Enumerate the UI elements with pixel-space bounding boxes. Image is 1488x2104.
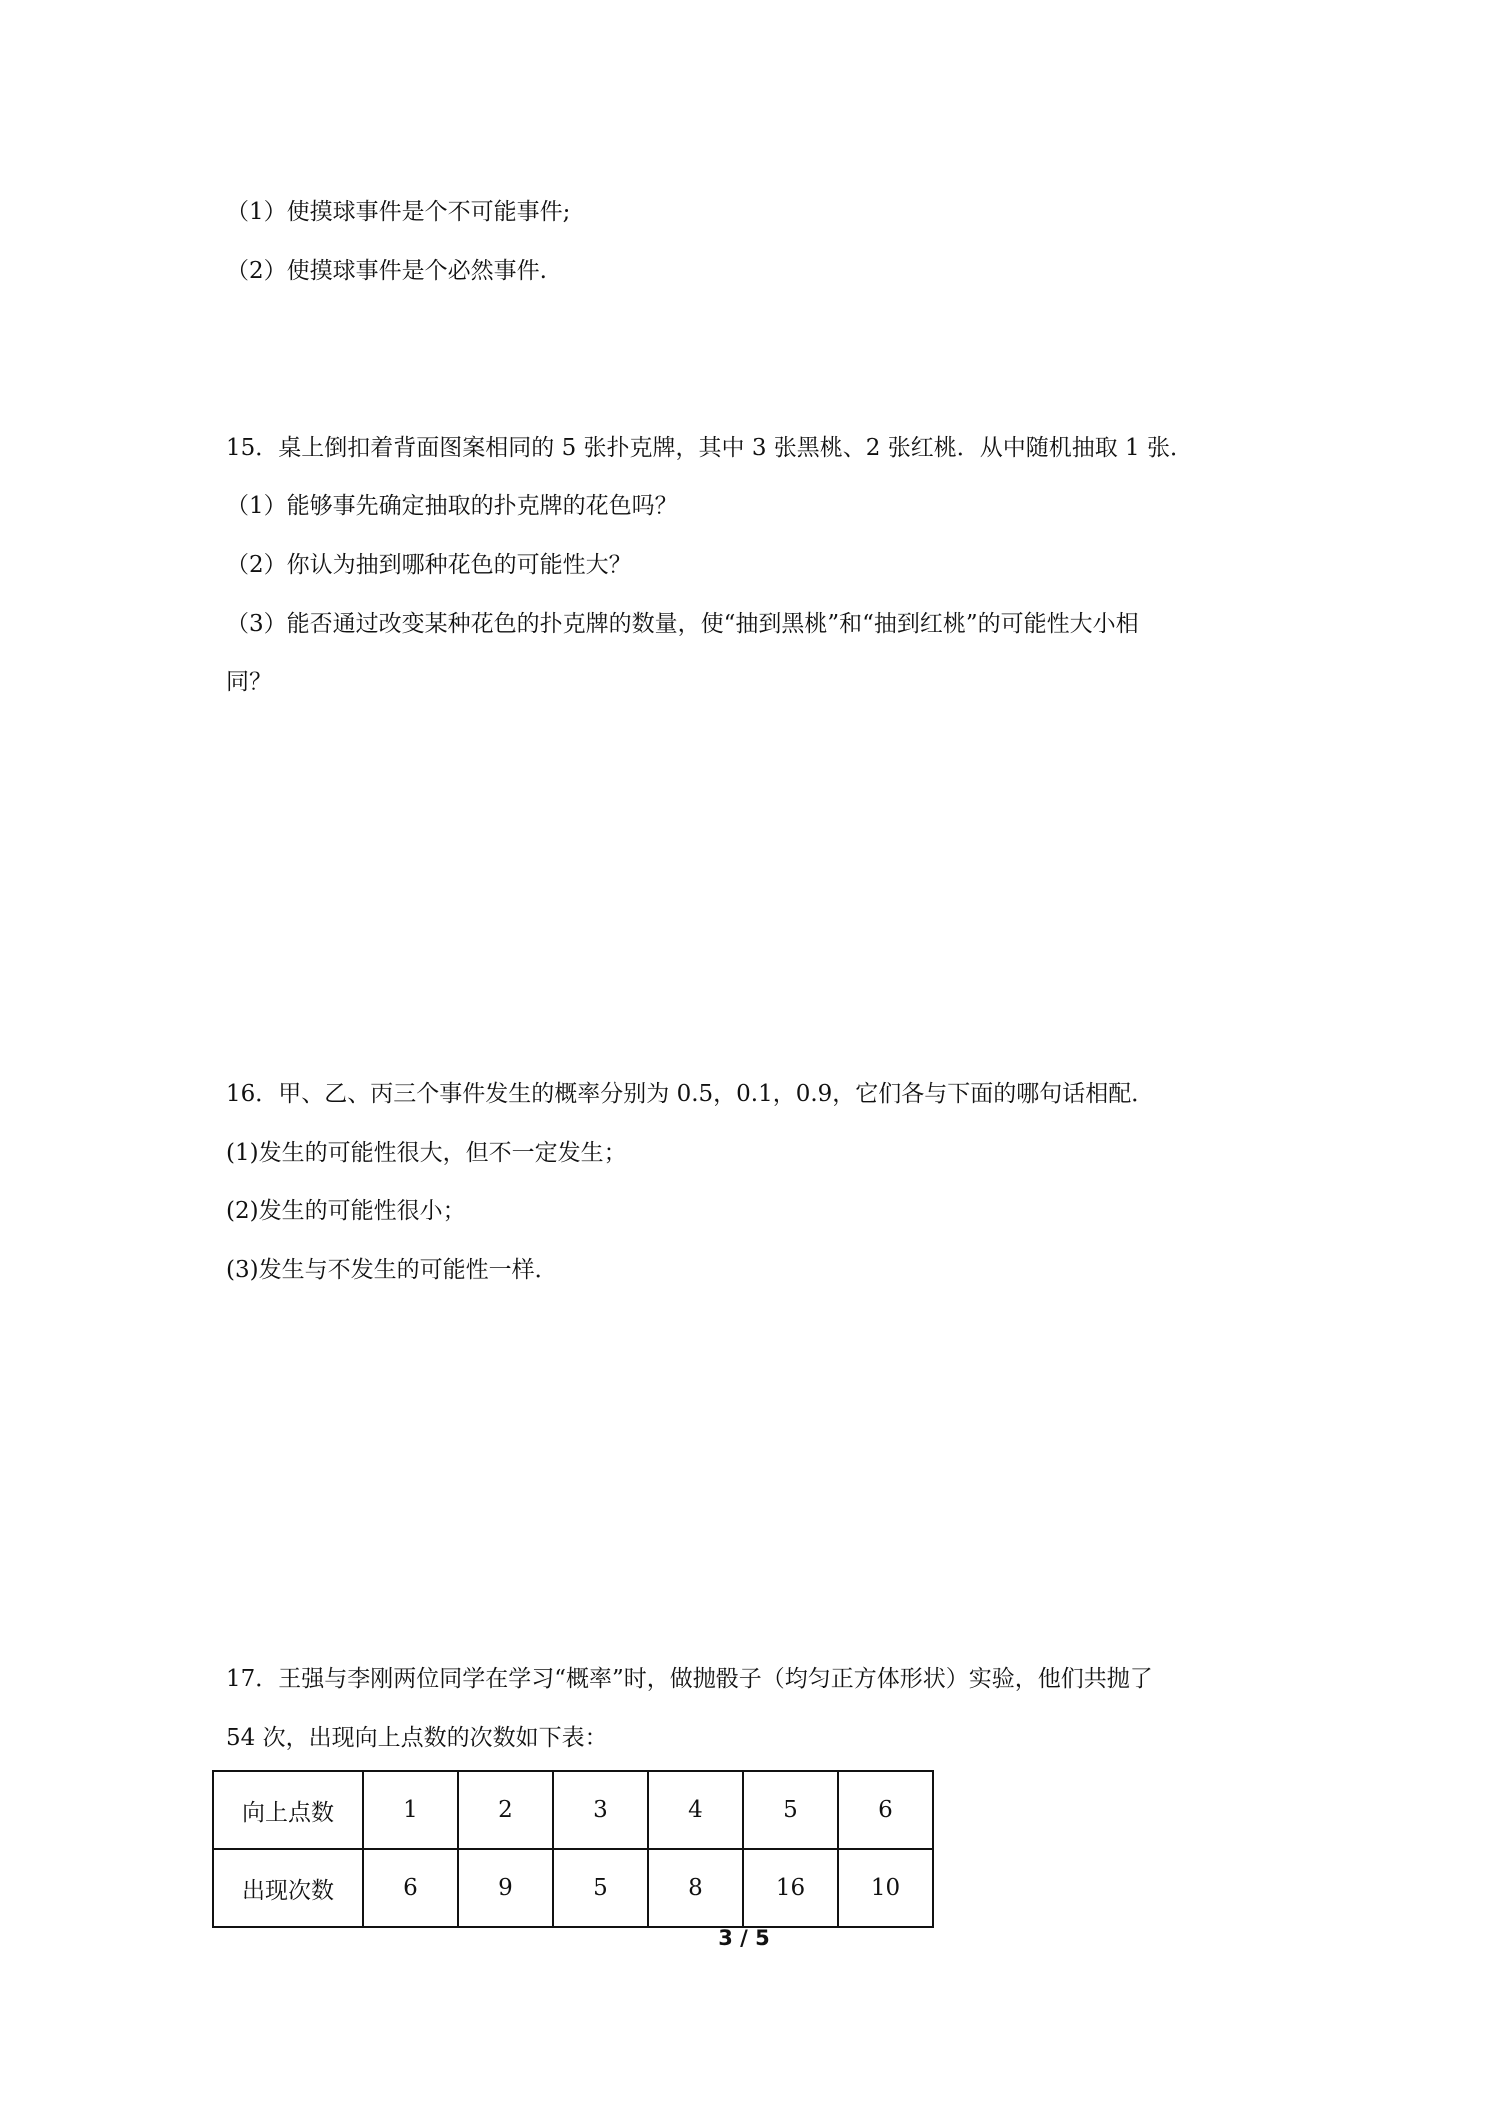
q14-sub2: （2）使摸球事件是个必然事件. <box>226 258 547 284</box>
table-cell: 16 <box>743 1849 838 1927</box>
table-cell: 5 <box>743 1771 838 1849</box>
table-cell: 2 <box>458 1771 553 1849</box>
q15-sub1: （1）能够事先确定抽取的扑克牌的花色吗？ <box>226 493 678 519</box>
table-cell: 1 <box>363 1771 458 1849</box>
table-cell: 6 <box>363 1849 458 1927</box>
table-row-points <box>213 1771 933 1849</box>
dice-results-table <box>212 1770 934 1928</box>
q17-stem-line2: 54 次，出现向上点数的次数如下表： <box>226 1725 608 1751</box>
table-cell: 3 <box>553 1771 648 1849</box>
q15-sub3-line2: 同？ <box>226 669 272 695</box>
q14-sub1: （1）使摸球事件是个不可能事件; <box>226 199 571 225</box>
q16-stem: 16．甲、乙、丙三个事件发生的概率分别为 0.5，0.1，0.9，它们各与下面的哪句话相配． <box>226 1081 1155 1107</box>
q15-sub3-line1: （3）能否通过改变某种花色的扑克牌的数量，使“抽到黑桃”和“抽到红桃”的可能性大小相 <box>226 611 1139 637</box>
table-cell: 9 <box>458 1849 553 1927</box>
table-header-points: 向上点数 <box>213 1771 363 1849</box>
table-cell: 10 <box>838 1849 933 1927</box>
q16-sub3: (3)发生与不发生的可能性一样． <box>226 1257 558 1283</box>
q16-sub1: (1)发生的可能性很大，但不一定发生； <box>226 1140 627 1166</box>
page-number: 3 / 5 <box>718 1926 770 1950</box>
q17-stem-line1: 17．王强与李刚两位同学在学习“概率”时，做抛骰子（均匀正方体形状）实验，他们共抛了 <box>226 1666 1153 1692</box>
table-row-counts <box>213 1849 933 1927</box>
q15-sub2: （2）你认为抽到哪种花色的可能性大？ <box>226 552 632 578</box>
table-cell: 8 <box>648 1849 743 1927</box>
table-cell: 4 <box>648 1771 743 1849</box>
table-cell: 6 <box>838 1771 933 1849</box>
q15-stem: 15．桌上倒扣着背面图案相同的 5 张扑克牌，其中 3 张黑桃、2 张红桃．从中随机抽取 1 张． <box>226 435 1193 461</box>
table-cell: 5 <box>553 1849 648 1927</box>
table-header-counts: 出现次数 <box>213 1849 363 1927</box>
q16-sub2: (2)发生的可能性很小； <box>226 1198 466 1224</box>
